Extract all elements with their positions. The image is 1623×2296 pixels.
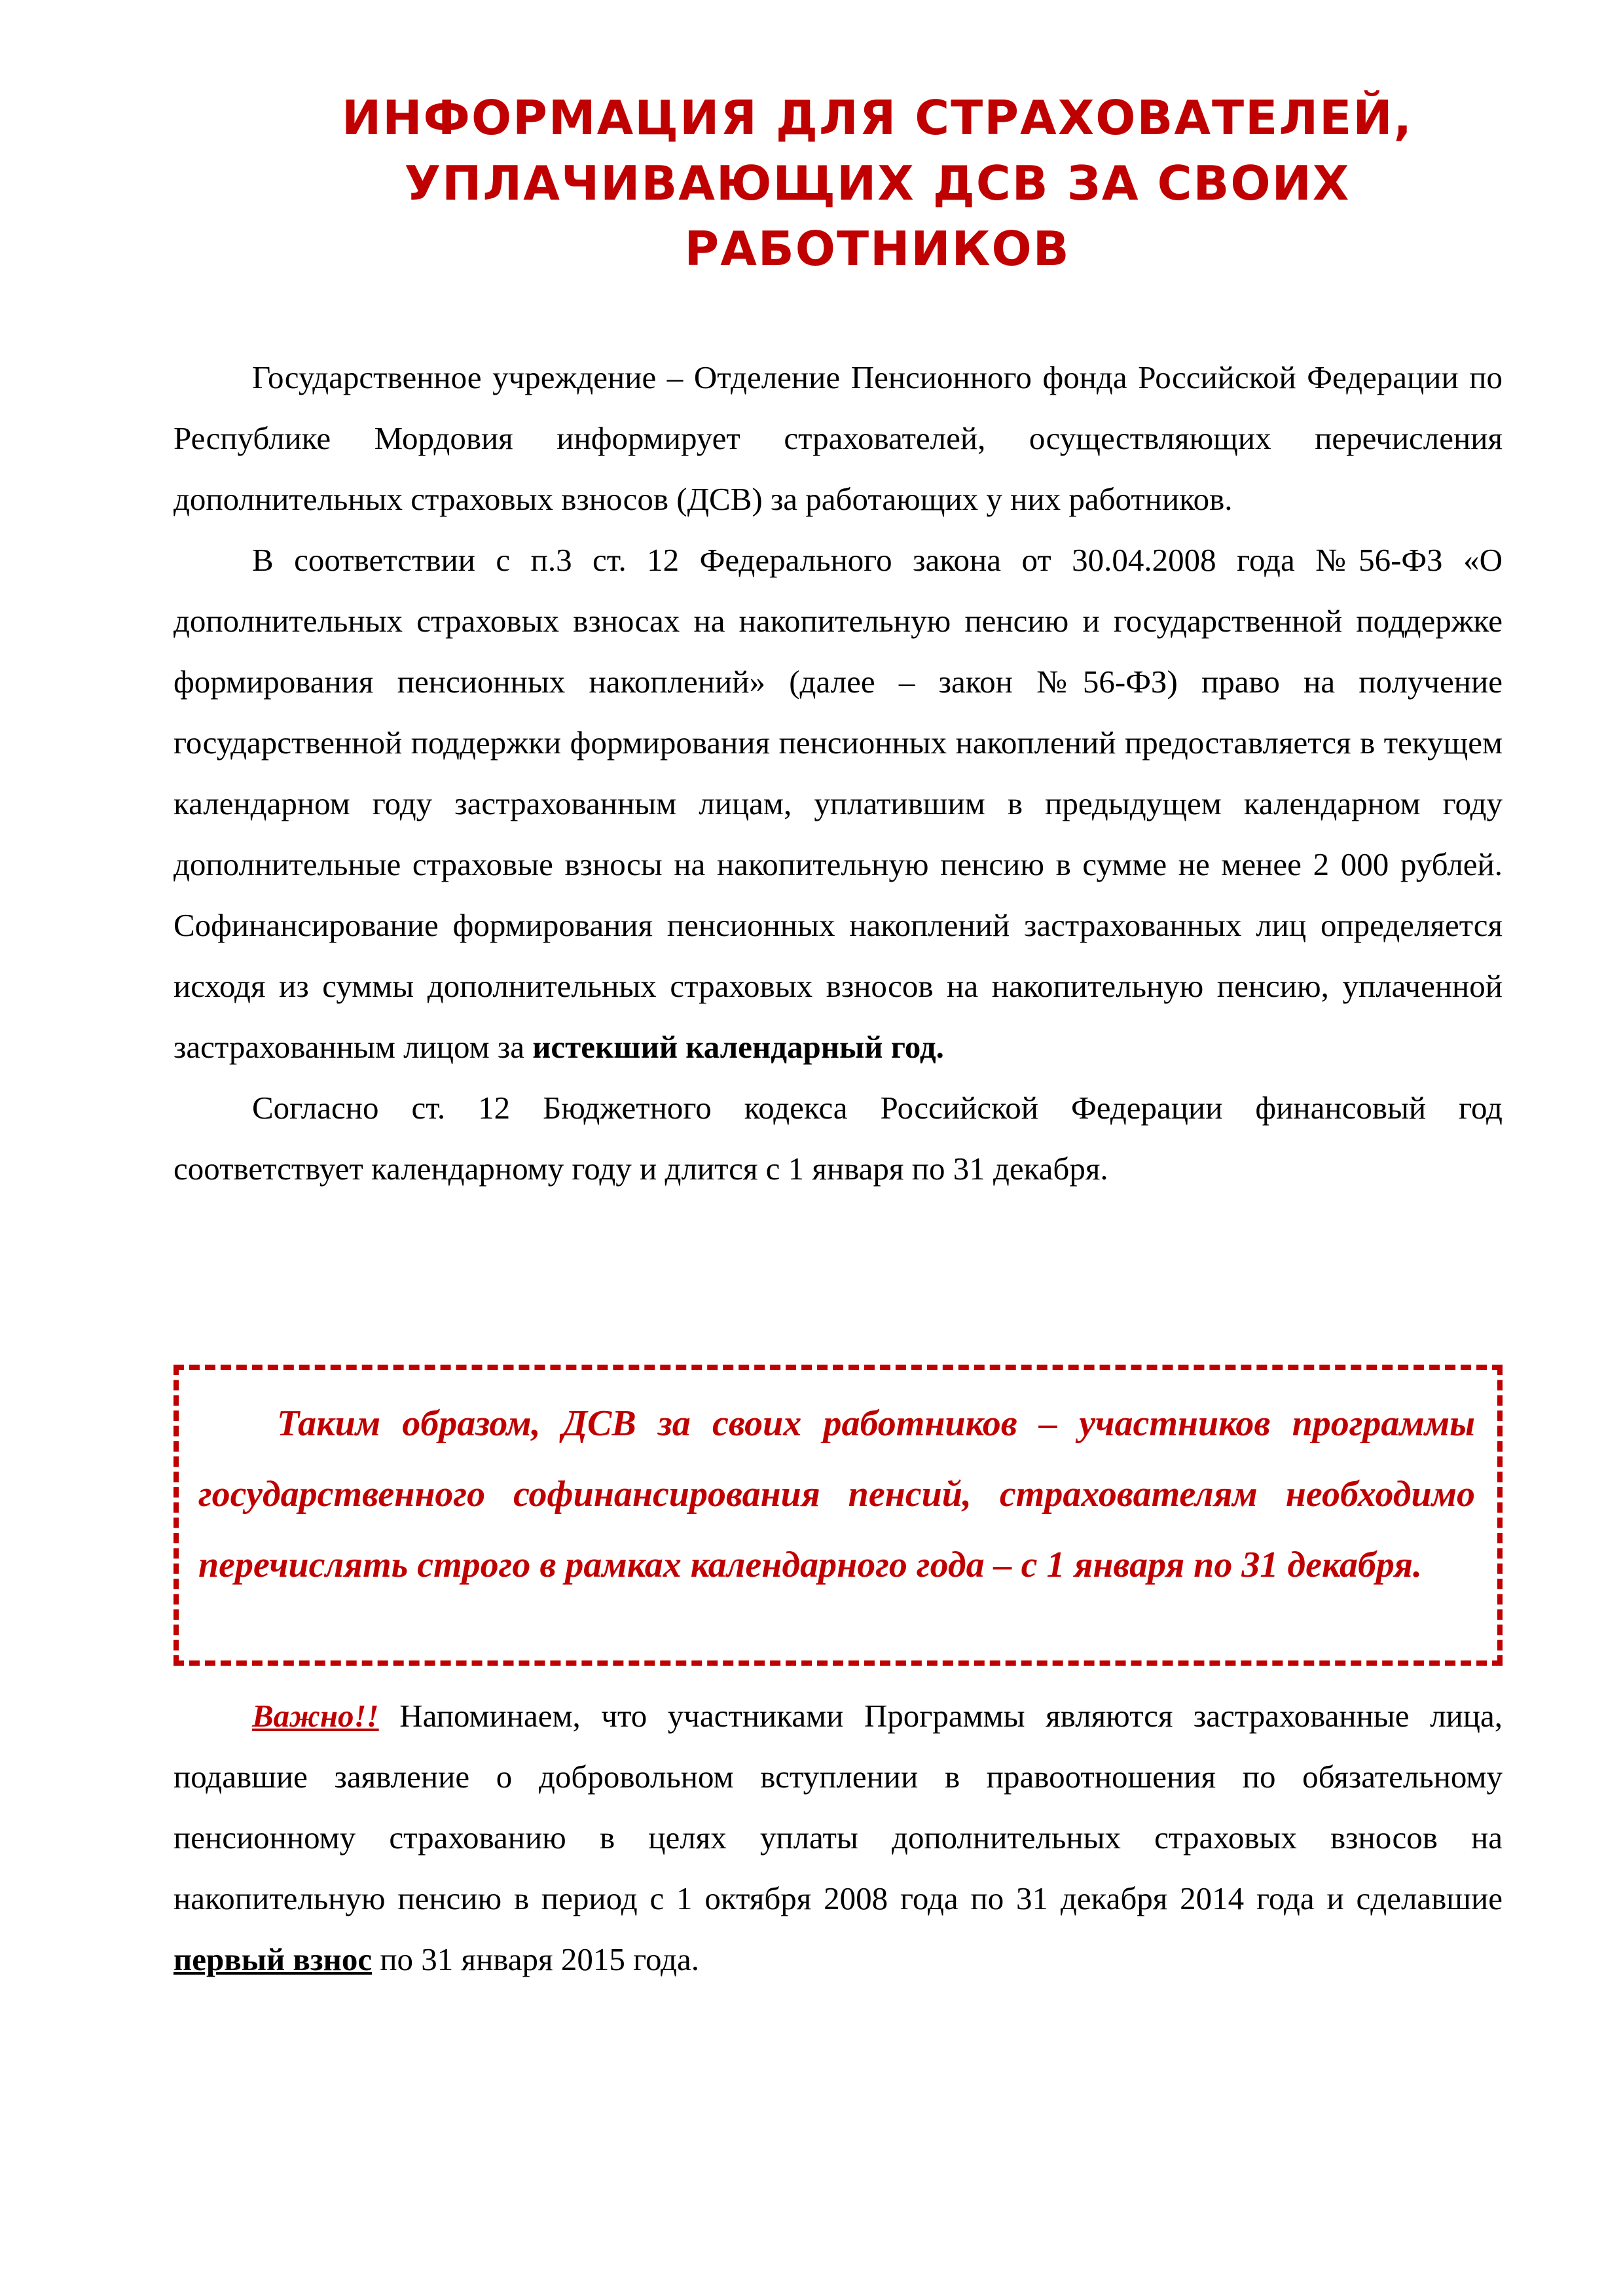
paragraph-budget-code: Согласно ст. 12 Бюджетного кодекса Российской Федерации финансовый год соответствует календарному году и длится с 1 января по 31 декабря. bbox=[173, 1090, 1503, 1187]
callout-box bbox=[173, 1365, 1503, 1666]
important-section bbox=[173, 1685, 1503, 1990]
important-text-after: по 31 января 2015 года. bbox=[372, 1941, 699, 1977]
title-line-2: УПЛАЧИВАЮЩИХ ДСВ ЗА СВОИХ bbox=[404, 156, 1351, 211]
title-line-1: ИНФОРМАЦИЯ ДЛЯ СТРАХОВАТЕЛЕЙ, bbox=[342, 90, 1413, 145]
important-text-before: Напоминаем, что участниками Программы являются застрахованные лица, подавшие заявление о добровольном вступлении в правоотношения по обязательному пенсионному страхованию в целях уплаты дополнительных страховых взносов на накопительную пенсию в период с 1 октября 2008 года по 31 декабря 2014 года и сделавшие bbox=[173, 1698, 1503, 1916]
paragraph-law bbox=[173, 529, 1503, 1077]
paragraph-law-text: В соответствии с п.3 ст. 12 Федерального закона от 30.04.2008 года №56-ФЗ «О дополнительных страховых взносах на накопительную пенсию и государственной поддержке формирования пенсионных накоплений» (далее – закон №56-ФЗ) право на получение государственной поддержки формирования пенсионных накоплений предоставляется в текущем календарном году застрахованным лицам, уплатившим в предыдущем календарном году дополнительные страховые взносы на накопительную пенсию в сумме не менее 2 000 рублей. Софинансирование формирования пенсионных накоплений застрахованных лиц определяется исходя из суммы дополнительных страховых взносов на накопительную пенсию, уплаченной застрахованным лицом за bbox=[173, 542, 1503, 1065]
title-line-3: РАБОТНИКОВ bbox=[684, 221, 1070, 276]
paragraph-law-bold: истекший календарный год. bbox=[532, 1029, 944, 1065]
important-label: Важно!! bbox=[252, 1698, 379, 1734]
document-title bbox=[275, 85, 1480, 281]
paragraph-important bbox=[173, 1685, 1503, 1990]
paragraph-intro: Государственное учреждение – Отделение Пенсионного фонда Российской Федерации по Республике Мордовия информирует страхователей, осуществляющих перечисления дополнительных страховых взносов (ДСВ) за работающих у них работников. bbox=[173, 359, 1503, 517]
document-body bbox=[173, 347, 1503, 1199]
callout-text: Таким образом, ДСВ за своих работников – участников программы государственного софинансирования пенсий, страхователям необходимо перечислять строго в рамках календарного года – с 1 января по 31 декабря. bbox=[198, 1403, 1475, 1585]
important-emphasis: первый взнос bbox=[173, 1941, 373, 1977]
